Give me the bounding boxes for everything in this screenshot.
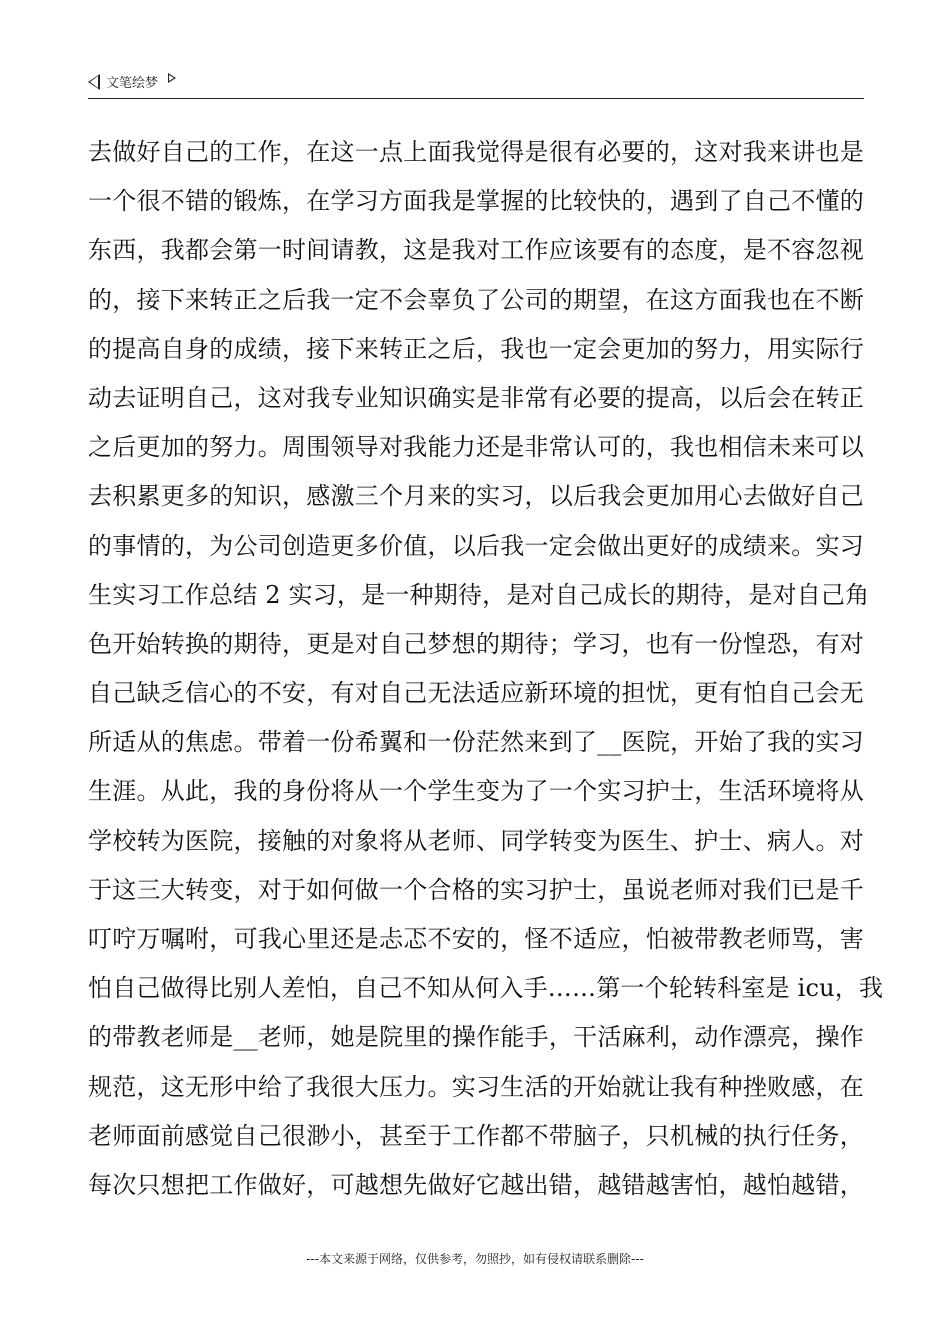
body-line: 于这三大转变，对于如何做一个合格的实习护士，虽说老师对我们已是千	[88, 875, 864, 904]
header-brand	[88, 72, 176, 91]
body-line: 去积累更多的知识，感激三个月来的实习，以后我会更加用心去做好自己	[88, 482, 864, 511]
header-title: 文笔绘梦	[106, 76, 159, 91]
footer-notice: ---本文来源于网络，仅供参考，勿照抄，如有侵权请联系删除---	[306, 1252, 644, 1266]
document-body	[88, 128, 884, 1210]
body-line: 色开始转换的期待，更是对自己梦想的期待；学习，也有一份惶恐，有对	[88, 629, 864, 658]
body-line: 的，接下来转正之后我一定不会辜负了公司的期望，在这方面我也在不断	[88, 285, 864, 314]
body-line: 所适从的焦虑。带着一份希翼和一份茫然来到了__医院，开始了我的实习	[88, 728, 864, 757]
body-line: 每次只想把工作做好，可越想先做好它越出错，越错越害怕，越怕越错，	[88, 1170, 864, 1199]
body-line: 老师面前感觉自己很渺小，甚至于工作都不带脑子，只机械的执行任务，	[88, 1121, 864, 1150]
body-line: 去做好自己的工作，在这一点上面我觉得是很有必要的，这对我来讲也是	[88, 138, 864, 166]
body-line: 叮咛万嘱咐，可我心里还是忐忑不安的，怪不适应，怕被带教老师骂，害	[88, 925, 864, 953]
body-line: 怕自己做得比别人差怕，自己不知从何入手……第一个轮转科室是 icu，我	[88, 974, 884, 1003]
body-line: 生涯。从此，我的身份将从一个学生变为了一个实习护士，生活环境将从	[88, 777, 864, 806]
right-triangle-icon	[168, 73, 176, 83]
body-line: 生实习工作总结 2 实习，是一种期待，是对自己成长的期待，是对自己角	[88, 580, 870, 609]
body-line: 之后更加的努力。周围领导对我能力还是非常认可的，我也相信未来可以	[88, 433, 864, 462]
body-line: 学校转为医院，接触的对象将从老师、同学转变为医生、护士、病人。对	[88, 826, 864, 855]
body-line: 一个很不错的锻炼，在学习方面我是掌握的比较快的，遇到了自己不懂的	[88, 187, 864, 216]
body-line: 动去证明自己，这对我专业知识确实是非常有必要的提高，以后会在转正	[88, 383, 864, 412]
body-line: 的提高自身的成绩，接下来转正之后，我也一定会更加的努力，用实际行	[88, 334, 864, 363]
left-triangle-icon	[88, 74, 100, 90]
body-line: 规范，这无形中给了我很大压力。实习生活的开始就让我有种挫败感，在	[88, 1072, 864, 1101]
body-line: 的带教老师是__老师，她是院里的操作能手，干活麻利，动作漂亮，操作	[88, 1023, 864, 1052]
page-header	[88, 72, 864, 99]
body-line: 的事情的，为公司创造更多价值，以后我一定会做出更好的成绩来。实习	[88, 531, 864, 560]
body-line: 东西，我都会第一时间请教，这是我对工作应该要有的态度，是不容忽视	[88, 236, 864, 265]
body-line: 自己缺乏信心的不安，有对自己无法适应新环境的担忧，更有怕自己会无	[88, 679, 864, 708]
